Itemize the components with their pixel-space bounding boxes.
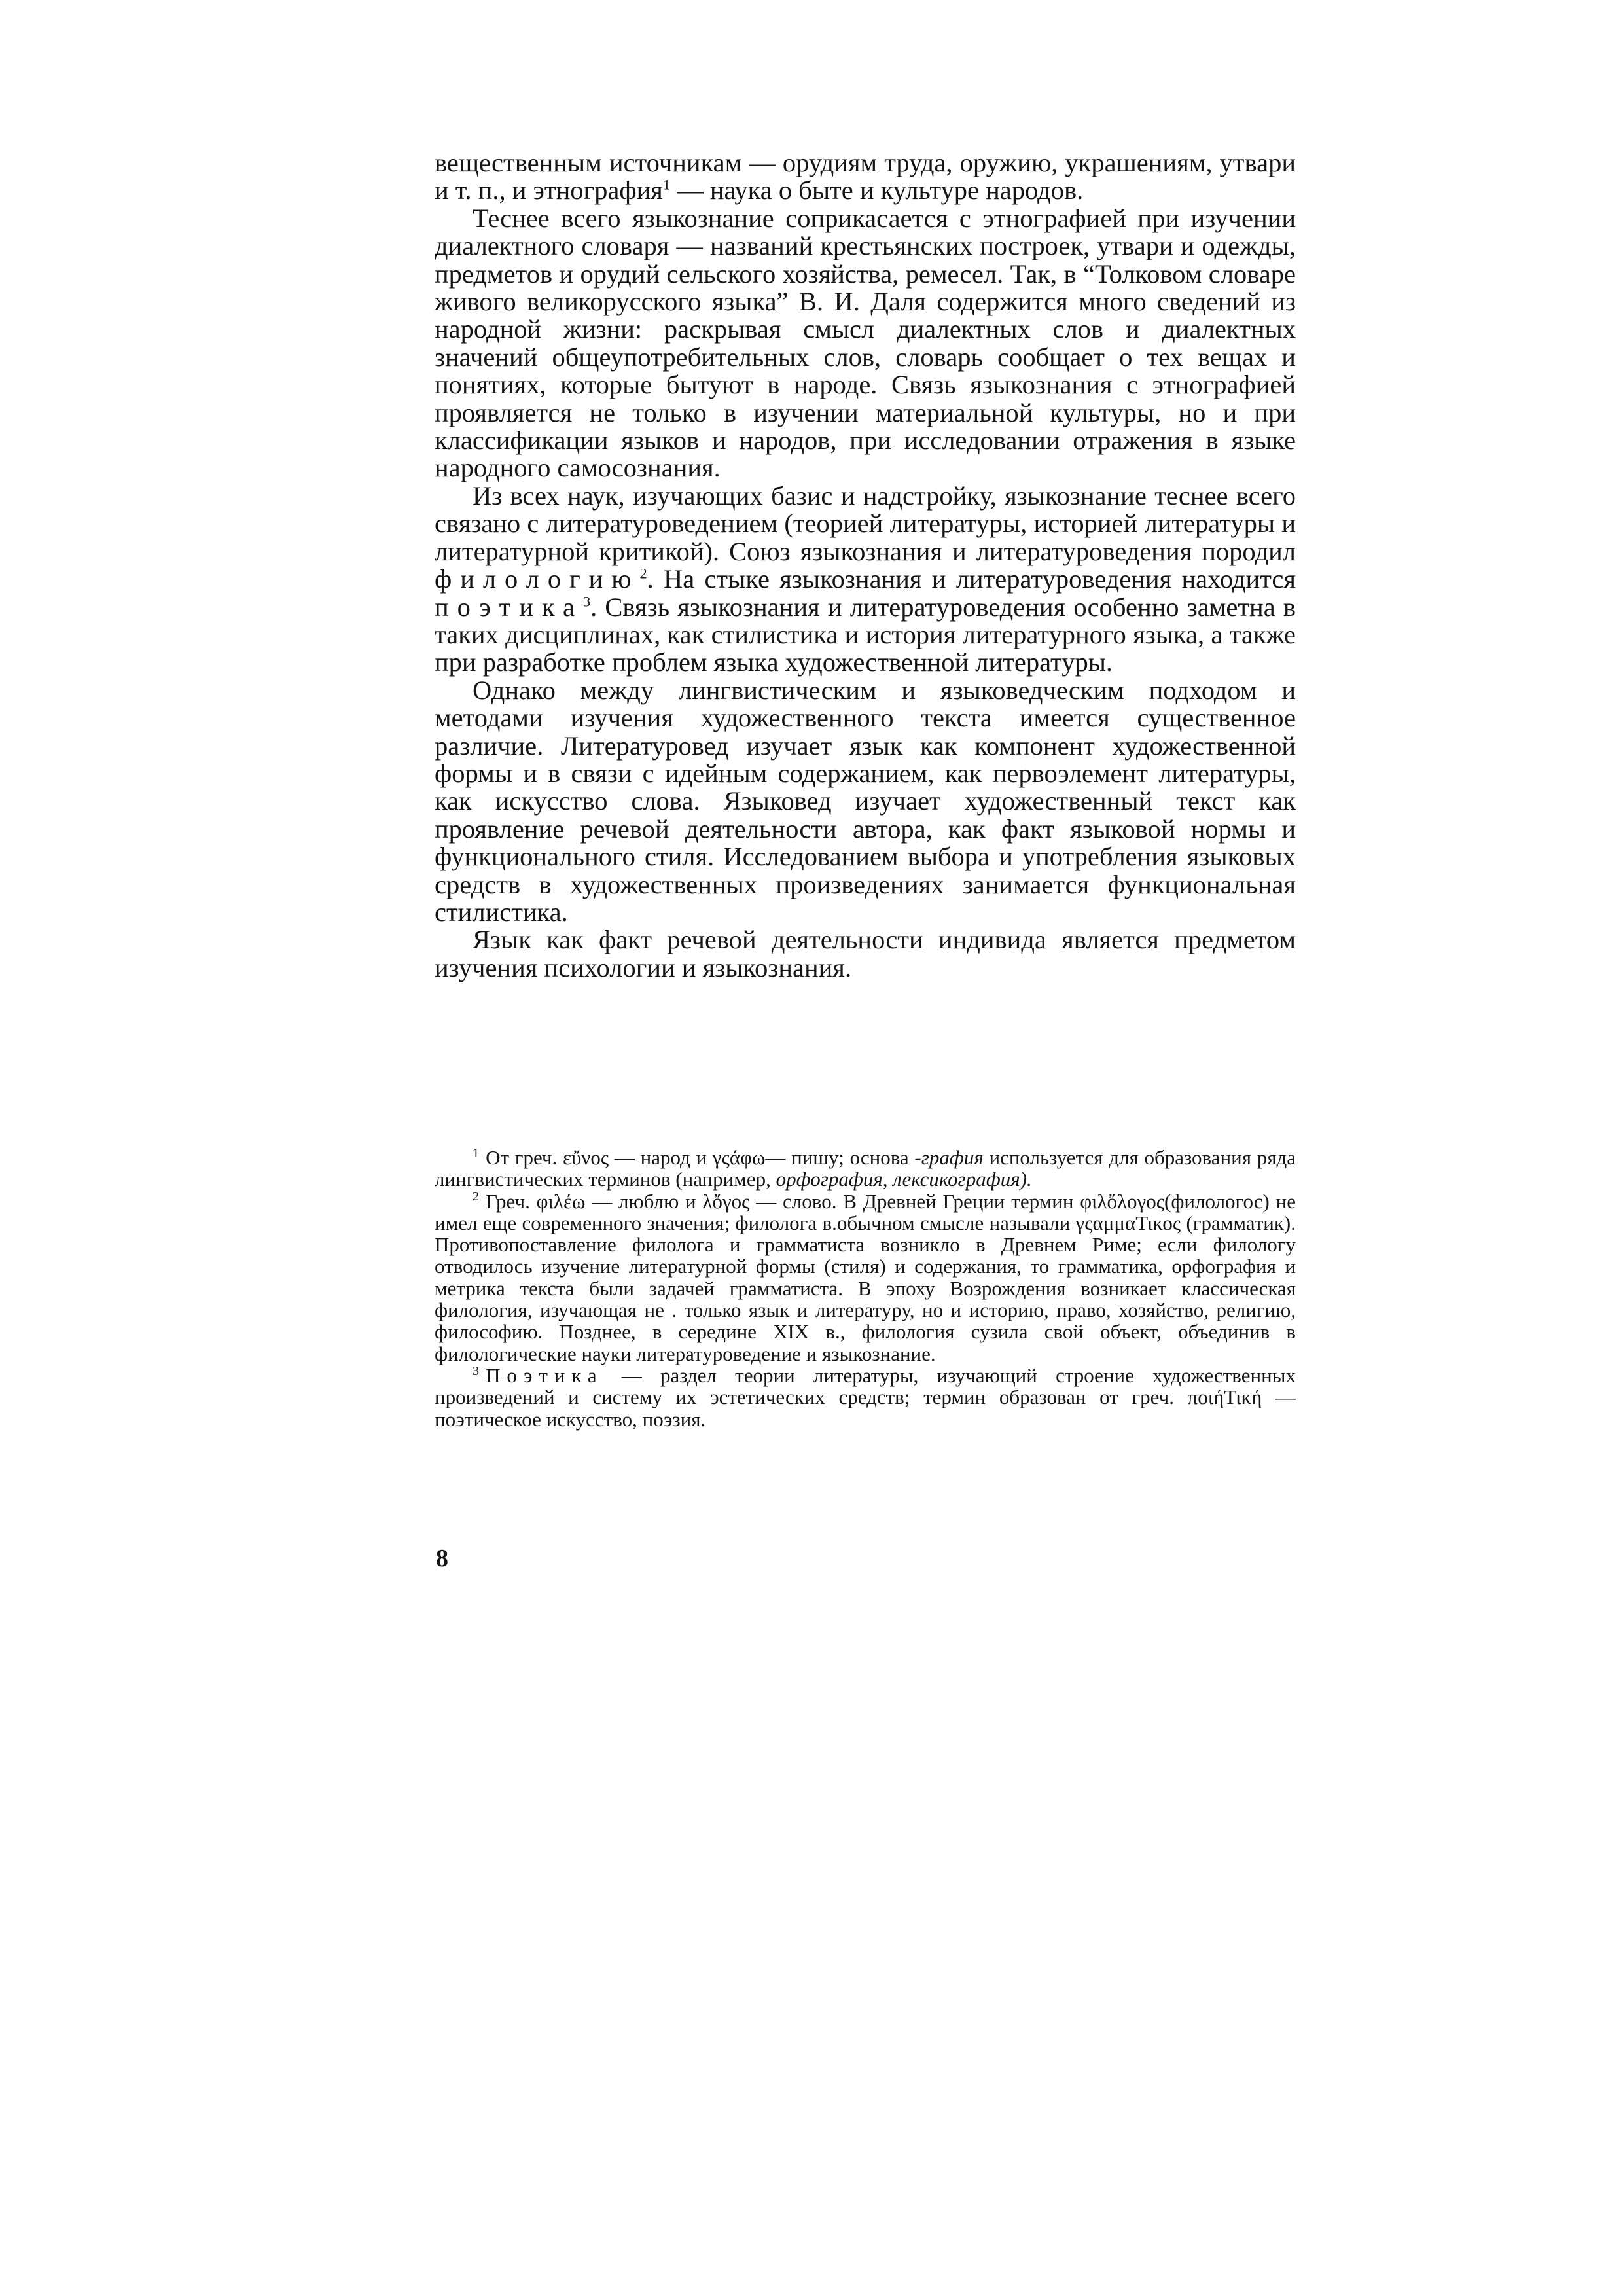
footnote-1-number: 1: [473, 1145, 480, 1160]
footnote-2-number: 2: [473, 1189, 480, 1204]
footnote-3-term: Поэтика: [486, 1363, 603, 1387]
paragraph-5: Язык как факт речевой деятельности индивида является предметом изучения психологии и языкознания.: [435, 925, 1296, 982]
footnote-1-text-a: От греч. εὔνος — народ и γςάφω— пишу; основа: [486, 1146, 915, 1169]
footnote-ref-1: 1: [662, 176, 671, 193]
page-number: 8: [436, 1545, 448, 1572]
footnote-1-italic-examples: орфография, лексикография).: [776, 1168, 1032, 1191]
paragraph-3-part-b: . На стыке языкознания и литературоведения находится: [647, 564, 1296, 594]
paragraph-1-rest: — наука о быте и культуре народов.: [670, 175, 1084, 206]
paragraph-1: [435, 149, 1296, 205]
footnote-1: [435, 1147, 1296, 1191]
paragraph-3-part-c: . Связь языкознания и литературоведения особенно заметна в таких дисциплинах, как стилистика и история литературного языка, а также при разработке проблем языка художественной литературы.: [435, 592, 1296, 677]
paragraph-1-text: вещественным источникам — орудиям труда, оружию, украшениям, утвари и т. п., и этнография: [435, 148, 1296, 206]
footnote-3-text: — раздел теории литературы, изучающий строение художественных произведений и систему их эстетических средств; термин образован от греч. ποιήΤική — поэтическое искусство, поэзия.: [435, 1363, 1296, 1431]
footnote-3-number: 3: [473, 1363, 480, 1378]
footnote-1-italic-suffix: -графия: [914, 1146, 984, 1169]
footnote-ref-3: 3: [582, 593, 591, 609]
footnote-2: [435, 1191, 1296, 1365]
footnote-2-text: Греч. φιλέω — люблю и λὄγος — слово. В Древней Греции термин φιλὄλογος(филологос) не имел еще современного значения; филолога в.обычном смысле называли γςαμμαΤικος (грамматик). Противопоставление филолога и грамматиста возникло в Древнем Риме; если филологу отводилось изучение литературной формы (стиля) и содержания, то грамматика, орфография и метрика текста были задачей грамматиста. В эпоху Возрождения возникает классическая филология, изучающая не . только язык и литературу, но и историю, право, хозяйство, религию, философию. Позднее, в середине XIX в., филология сузила свой объект, объединив в филологические науки литературоведение и языкознание.: [435, 1189, 1296, 1365]
footnote-1-text-b: используется для образования ряда лингвистических терминов (например,: [435, 1146, 1296, 1191]
term-philology: филологию: [435, 564, 640, 594]
footnote-3: [435, 1365, 1296, 1430]
paragraph-4: Однако между лингвистическим и языковедческим подходом и методами изучения художественного текста имеется существенное различие. Литературовед изучает язык как компонент художественной формы и в связи с идейным содержанием, как первоэлемент литературы, как искусство слова. Языковед изучает художественный текст как проявление речевой деятельности автора, как факт языковой нормы и функционального стиля. Исследованием выбора и употребления языковых средств в художественных произведениях занимается функциональная стилистика.: [435, 675, 1296, 927]
paragraph-3: [435, 482, 1296, 677]
paragraph-3-part-a: Из всех наук, изучающих базис и надстройку, языкознание теснее всего связано с литературоведением (теорией литературы, историей литературы и литературной критикой). Союз языкознания и литературоведения породил: [435, 480, 1296, 566]
footnotes: [435, 1147, 1296, 1430]
footnote-ref-2: 2: [639, 565, 647, 582]
paragraph-2: Теснее всего языкознание соприкасается с этнографией при изучении диалектного словаря — названий крестьянских построек, утвари и одежды, предметов и орудий сельского хозяйства, ремесел. Так, в “Толковом словаре живого великорусского языка” В. И. Даля содержится много сведений из народной жизни: раскрывая смысл диалектных слов и диалектных значений общеупотребительных слов, словарь сообщает о тех вещах и понятиях, которые бытуют в народе. Связь языкознания с этнографией проявляется не только в изучении материальной культуры, но и при классификации языков и народов, при исследовании отражения в языке народного самосознания.: [435, 203, 1296, 483]
main-text: [435, 149, 1296, 982]
term-poetics: поэтика: [435, 592, 583, 622]
